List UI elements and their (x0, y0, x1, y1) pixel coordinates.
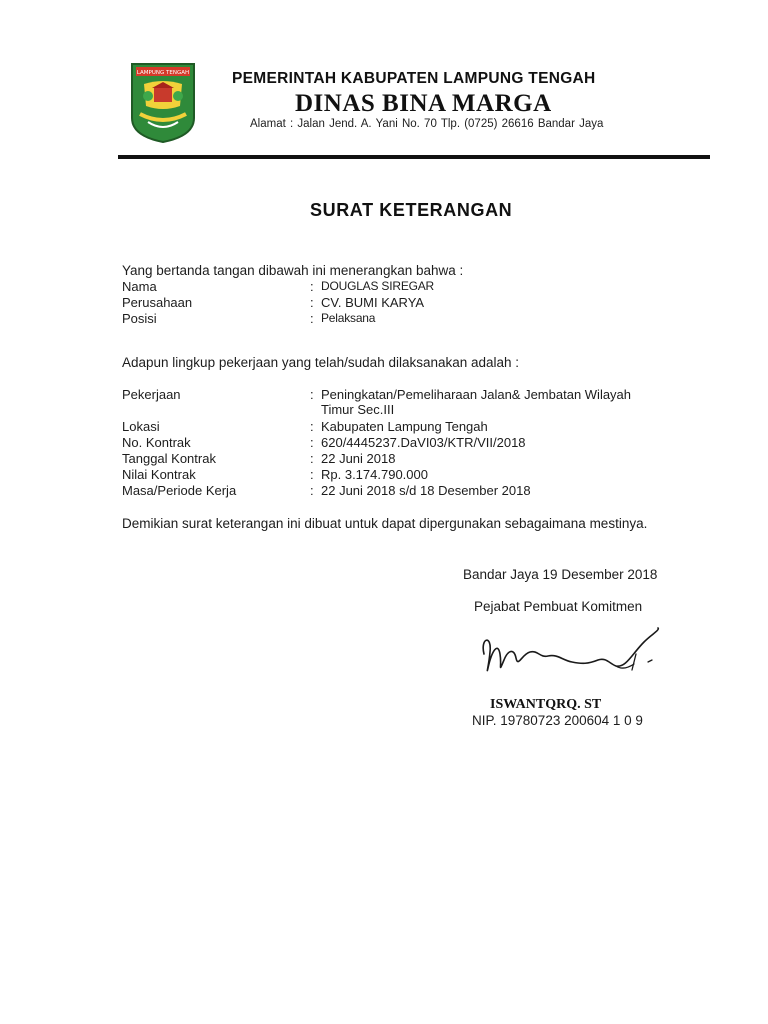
field-label: Posisi (122, 311, 157, 326)
place-and-date: Bandar Jaya 19 Desember 2018 (463, 567, 658, 582)
field-value-continuation: Timur Sec.III (321, 402, 395, 417)
handwritten-signature-icon (476, 624, 666, 686)
letterhead-divider (118, 155, 710, 159)
field-colon: : (310, 279, 314, 294)
field-value: DOUGLAS SIREGAR (321, 279, 435, 293)
work-row-location (122, 419, 682, 436)
work-row-period (122, 483, 682, 500)
field-colon: : (310, 483, 314, 498)
scope-statement: Adapun lingkup pekerjaan yang telah/sudah dilaksanakan adalah : (122, 355, 520, 370)
work-row-contract-date (122, 451, 682, 468)
field-value: Peningkatan/Pemeliharaan Jalan& Jembatan Wilayah (321, 387, 632, 402)
field-label: Masa/Periode Kerja (122, 483, 237, 498)
field-colon: : (310, 295, 314, 310)
field-label: Lokasi (122, 419, 160, 434)
field-value: Kabupaten Lampung Tengah (321, 419, 488, 434)
intro-statement: Yang bertanda tangan dibawah ini menerangkan bahwa : (122, 263, 464, 278)
document-title: SURAT KETERANGAN (310, 200, 513, 220)
field-colon: : (310, 311, 314, 326)
field-label: Pekerjaan (122, 387, 181, 402)
signatory-name: ISWANTQRQ. ST (490, 697, 602, 712)
field-colon: : (310, 451, 314, 466)
field-value: 22 Juni 2018 s/d 18 Desember 2018 (321, 483, 531, 498)
person-row-company (122, 295, 682, 312)
signatory-nip: NIP. 19780723 200604 1 0 9 (472, 713, 643, 728)
signatory-role: Pejabat Pembuat Komitmen (474, 599, 643, 614)
department-name: DINAS BINA MARGA (295, 90, 552, 117)
field-value: Rp. 3.174.790.000 (321, 467, 428, 482)
regency-emblem-logo (130, 62, 196, 144)
field-value: Pelaksana (321, 311, 376, 325)
field-label: Tanggal Kontrak (122, 451, 216, 466)
closing-statement: Demikian surat keterangan ini dibuat untuk dapat dipergunakan sebagaimana mestinya. (122, 516, 648, 531)
field-label: No. Kontrak (122, 435, 191, 450)
field-value: 22 Juni 2018 (321, 451, 396, 466)
work-row-job (122, 387, 682, 404)
field-value: 620/4445237.DaVI03/KTR/VII/2018 (321, 435, 526, 450)
field-value: CV. BUMI KARYA (321, 295, 425, 310)
field-label: Perusahaan (122, 295, 193, 310)
svg-text:LAMPUNG TENGAH: LAMPUNG TENGAH (136, 70, 190, 76)
field-label: Nilai Kontrak (122, 467, 196, 482)
field-colon: : (310, 467, 314, 482)
field-colon: : (310, 435, 314, 450)
government-name: PEMERINTAH KABUPATEN LAMPUNG TENGAH (232, 70, 596, 87)
work-row-contract-number (122, 435, 682, 452)
person-row-position (122, 311, 682, 328)
work-row-contract-value (122, 467, 682, 484)
office-address: Alamat : Jalan Jend. A. Yani No. 70 Tlp. (0725) 26616 Bandar Jaya (250, 118, 604, 130)
field-colon: : (310, 419, 314, 434)
person-row-name (122, 279, 682, 296)
field-colon: : (310, 387, 314, 402)
field-label: Nama (122, 279, 157, 294)
